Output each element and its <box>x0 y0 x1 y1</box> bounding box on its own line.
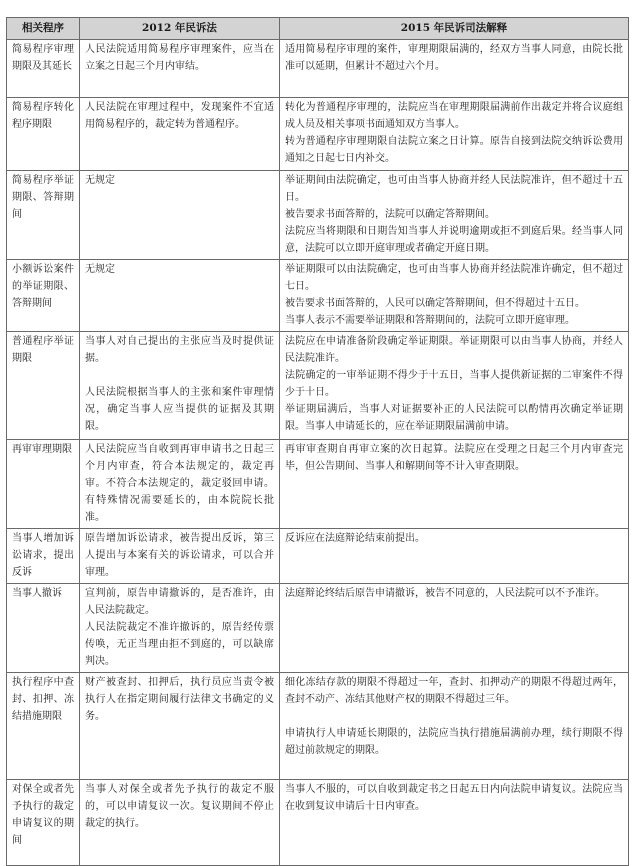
paragraph: 法院应当将期限和日期告知当事人并说明逾期或拒不到庭后果。经当事人同意，法院可以立即开庭审理或者确定开庭日期。 <box>285 226 623 254</box>
paragraph: 无规定 <box>85 264 115 275</box>
paragraph: 申请执行人申请延长期限的，法院应当执行措施届满前办理，续行期限不得超过前款规定的期限。 <box>285 728 623 756</box>
header-interpretation-2015: 2015 年民诉司法解释 <box>280 18 629 40</box>
interp-2015-cell <box>280 40 629 98</box>
paragraph: 被告要求书面答辩的，人民可以确定答辩期间，但不得超过十五日。 <box>285 298 585 309</box>
table-row <box>7 40 629 98</box>
header-procedure: 相关程序 <box>7 18 80 40</box>
paragraph: 被告要求书面答辩的，法院可以确定答辩期间。 <box>285 209 495 220</box>
paragraph: 当事人不服的，可以自收到裁定书之日起五日内向法院申请复议。法院应当在收到复议申请后十日内审查。 <box>285 784 623 812</box>
paragraph: 当事人对保全或者先予执行的裁定不服的，可以申请复议一次。复议期间不停止裁定的执行。 <box>85 784 274 829</box>
interp-2015-cell <box>280 171 629 260</box>
table-row <box>7 98 629 171</box>
header-law-2012: 2012 年民诉法 <box>80 18 280 40</box>
law-2012-cell <box>80 673 280 780</box>
paragraph: 人民法院应当自收到再审申请书之日起三个月内审查，符合本法规定的，裁定再审。不符合本法规定的，裁定驳回申请。有特殊情况需要延长的，由本院院长批准。 <box>85 444 274 523</box>
topic-cell: 小额诉讼案件的举证期限、答辩期间 <box>7 260 80 332</box>
table-row <box>7 584 629 673</box>
law-2012-cell <box>80 780 280 866</box>
topic-cell: 当事人撤诉 <box>7 584 80 673</box>
paragraph: 转为普通程序审理期限自法院立案之日计算。原告自接到法院交纳诉讼费用通知之日起七日内补交。 <box>285 136 623 164</box>
interp-2015-cell <box>280 440 629 529</box>
table-row <box>7 529 629 584</box>
topic-cell: 普通程序举证期限 <box>7 332 80 440</box>
interp-2015-cell <box>280 673 629 780</box>
paragraph: 法院确定的一审举证期不得少于十五日，当事人提供新证据的二审案件不得少于十日。 <box>285 370 623 398</box>
paragraph: 当事人表示不需要举证期限和答辩期间的，法院可立即开庭审理。 <box>285 315 575 326</box>
paragraph: 宣判前，原告申请撤诉的，是否准许，由人民法院裁定。 <box>85 588 274 616</box>
paragraph: 转化为普通程序审理的，法院应当在审理期限届满前作出裁定并将合议庭组成人员及相关事项书面通知双方当事人。 <box>285 102 623 130</box>
topic-cell: 对保全或者先予执行的裁定申请复议的期间 <box>7 780 80 866</box>
paragraph: 举证期限可以由法院确定，也可由当事人协商并经法院准许确定，但不超过七日。 <box>285 264 623 292</box>
paragraph: 无规定 <box>85 175 115 186</box>
interp-2015-cell <box>280 98 629 171</box>
paragraph: 举证期届满后，当事人对证据要补正的人民法院可以酌情再次确定举证期限。当事人申请延长的，应在举证期限届满前申请。 <box>285 404 623 432</box>
paragraph: 适用简易程序审理的案件，审理期限届满的，经双方当事人同意，由院长批准可以延期，但累计不超过六个月。 <box>285 44 623 72</box>
paragraph: 法院应在申请准备阶段确定举证期限。举证期限可以由当事人协商，并经人民法院准许。 <box>285 336 623 364</box>
paragraph: 原告增加诉讼请求，被告提出反诉，第三人提出与本案有关的诉讼请求，可以合并审理。 <box>85 533 274 578</box>
paragraph-gap <box>85 367 274 384</box>
law-2012-cell <box>80 40 280 98</box>
law-2012-cell <box>80 98 280 171</box>
paragraph: 人民法院适用简易程序审理案件，应当在立案之日起三个月内审结。 <box>85 44 274 72</box>
paragraph: 人民法院在审理过程中，发现案件不宜适用简易程序的，裁定转为普通程序。 <box>85 102 274 130</box>
paragraph: 人民法院根据当事人的主张和案件审理情况，确定当事人应当提供的证据及其期限。 <box>85 387 274 432</box>
interp-2015-cell <box>280 529 629 584</box>
paragraph: 细化冻结存款的期限不得超过一年，查封、扣押动产的期限不得超过两年，查封不动产、冻结其他财产权的期限不得超过三年。 <box>285 677 623 705</box>
law-2012-cell <box>80 332 280 440</box>
topic-cell: 当事人增加诉讼请求，提出反诉 <box>7 529 80 584</box>
paragraph: 当事人对自己提出的主张应当及时提供证据。 <box>85 336 274 364</box>
law-2012-cell <box>80 529 280 584</box>
header-row <box>7 18 629 40</box>
topic-cell: 执行程序中查封、扣押、冻结措施期限 <box>7 673 80 780</box>
paragraph: 财产被查封、扣押后，执行员应当责令被执行人在指定期间履行法律文书确定的义务。 <box>85 677 274 722</box>
paragraph: 法庭辩论终结后原告申请撤诉，被告不同意的，人民法院可以不予准许。 <box>285 588 605 599</box>
table-row <box>7 440 629 529</box>
topic-cell: 简易程序转化程序期限 <box>7 98 80 171</box>
table-row <box>7 260 629 332</box>
table-row <box>7 673 629 780</box>
law-2012-cell <box>80 584 280 673</box>
interp-2015-cell <box>280 780 629 866</box>
table-row <box>7 332 629 440</box>
table-row <box>7 780 629 866</box>
interp-2015-cell <box>280 260 629 332</box>
paragraph: 举证期间由法院确定，也可由当事人协商并经人民法院准许，但不超过十五日。 <box>285 175 623 203</box>
topic-cell: 再审审理期限 <box>7 440 80 529</box>
law-2012-cell <box>80 440 280 529</box>
paragraph: 再审审查期自再审立案的次日起算。法院应在受理之日起三个月内审查完毕，但公告期间、当事人和解期间等不计入审查期限。 <box>285 444 623 472</box>
interp-2015-cell <box>280 584 629 673</box>
comparison-table <box>6 17 629 866</box>
paragraph: 人民法院裁定不准许撤诉的，原告经传票传唤，无正当理由拒不到庭的，可以缺席判决。 <box>85 622 274 667</box>
interp-2015-cell <box>280 332 629 440</box>
paragraph-gap <box>285 708 623 725</box>
topic-cell: 简易程序审理期限及其延长 <box>7 40 80 98</box>
law-2012-cell <box>80 171 280 260</box>
topic-cell: 简易程序举证期限、答辩期间 <box>7 171 80 260</box>
paragraph: 反诉应在法庭辩论结束前提出。 <box>285 533 425 544</box>
law-2012-cell <box>80 260 280 332</box>
table-row <box>7 171 629 260</box>
